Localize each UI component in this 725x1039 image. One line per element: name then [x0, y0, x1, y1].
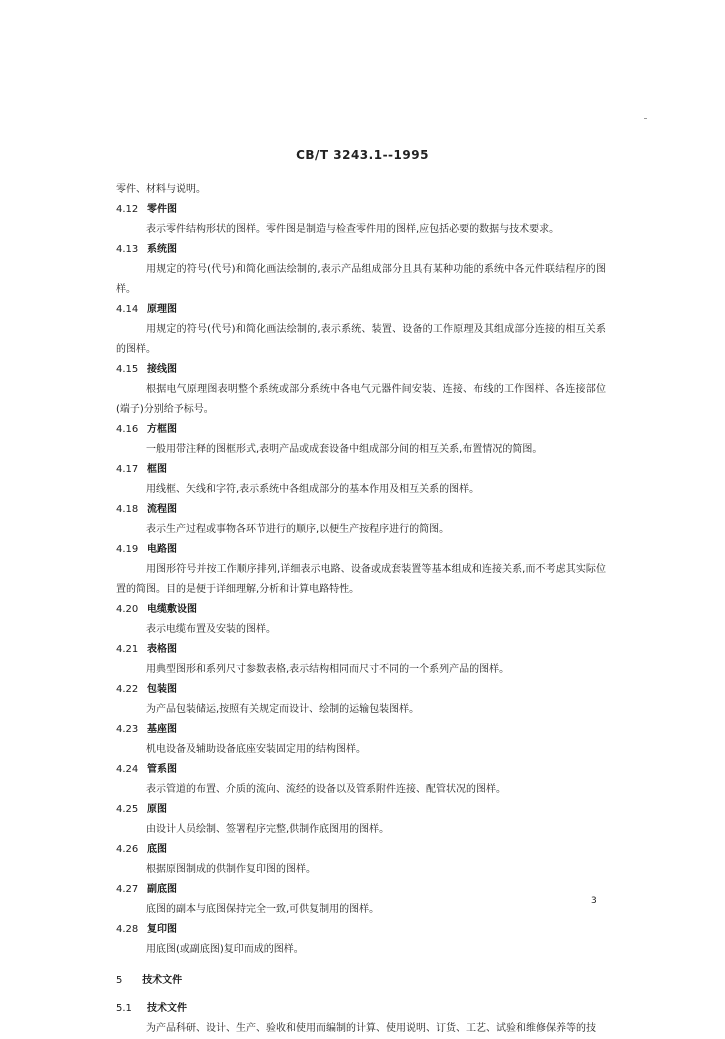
clause-heading — [116, 540, 606, 560]
clause-number: 4.18 — [116, 504, 139, 515]
clause-number: 4.22 — [116, 684, 139, 695]
clause-body: 根据电气原理图表明整个系统或部分系统中各电气元器件间安装、连接、布线的工作图样、各连接部位(端子)分别给予标号。 — [116, 384, 606, 415]
clause-title: 方框图 — [147, 424, 177, 435]
clause-body: 用规定的符号(代号)和简化画法绘制的,表示系统、装置、设备的工作原理及其组成部分连接的相互关系的图样。 — [116, 324, 606, 355]
clause-title: 复印图 — [147, 924, 177, 935]
clause-body: 底图的副本与底图保持完全一致,可供复制用的图样。 — [146, 904, 380, 915]
clause-number: 4.28 — [116, 924, 139, 935]
clause-heading — [116, 240, 606, 260]
clause-number: 4.15 — [116, 364, 139, 375]
clause-title: 表格图 — [147, 644, 177, 655]
clause-heading — [116, 500, 606, 520]
intro-line: 零件、材料与说明。 — [116, 184, 206, 195]
clause-heading — [116, 760, 606, 780]
clause-body: 由设计人员绘制、签署程序完整,供制作底图用的图样。 — [146, 824, 390, 835]
clause-heading — [116, 200, 606, 220]
scan-speck — [644, 118, 647, 119]
clause-body: 为产品包装储运,按照有关规定而设计、绘制的运输包装图样。 — [146, 704, 420, 715]
clause-body: 表示电缆布置及安装的图样。 — [146, 624, 276, 635]
clause-heading — [116, 920, 606, 940]
clause-body: 根据原图制成的供制作复印图的图样。 — [146, 864, 316, 875]
clause-body: 表示管道的布置、介质的流向、流经的设备以及管系附件连接、配管状况的图样。 — [146, 784, 506, 795]
subclause-body: 为产品科研、设计、生产、验收和使用而编制的计算、使用说明、订货、工艺、试验和维修保养等的技 — [146, 1023, 596, 1034]
clause-title: 电缆敷设图 — [147, 604, 197, 615]
clause-number: 4.23 — [116, 724, 139, 735]
clause-heading — [116, 880, 606, 900]
clause-title: 框图 — [147, 464, 167, 475]
section-number: 5 — [116, 975, 123, 986]
clause-body: 用典型图形和系列尺寸参数表格,表示结构相同而尺寸不同的一个系列产品的图样。 — [146, 664, 510, 675]
clause-body: 用线框、矢线和字符,表示系统中各组成部分的基本作用及相互关系的图样。 — [146, 484, 480, 495]
section-title: 技术文件 — [142, 975, 183, 986]
clause-title: 零件图 — [147, 204, 177, 215]
clause-number: 4.12 — [116, 204, 139, 215]
clause-number: 4.19 — [116, 544, 139, 555]
clause-title: 基座图 — [147, 724, 177, 735]
clause-heading — [116, 680, 606, 700]
clause-title: 管系图 — [147, 764, 177, 775]
clause-body: 用规定的符号(代号)和简化画法绘制的,表示产品组成部分且具有某种功能的系统中各元件联结程序的图样。 — [116, 264, 606, 295]
subclause-heading — [116, 999, 606, 1019]
clause-body: 一般用带注释的图框形式,表明产品或成套设备中组成部分间的相互关系,布置情况的简图。 — [146, 444, 543, 455]
standard-header: CB/T 3243.1--1995 — [296, 148, 429, 162]
clause-body: 用底图(或副底图)复印而成的图样。 — [146, 944, 304, 955]
clause-title: 底图 — [147, 844, 167, 855]
clause-number: 4.21 — [116, 644, 139, 655]
section-heading — [116, 971, 606, 991]
clause-number: 4.24 — [116, 764, 139, 775]
clause-body: 机电设备及辅助设备底座安装固定用的结构图样。 — [146, 744, 366, 755]
clause-heading — [116, 460, 606, 480]
subclause-number: 5.1 — [116, 1003, 132, 1014]
clause-heading — [116, 720, 606, 740]
clause-number: 4.13 — [116, 244, 139, 255]
document-body — [116, 180, 606, 1039]
clause-number: 4.27 — [116, 884, 139, 895]
clause-title: 电路图 — [147, 544, 177, 555]
clause-title: 副底图 — [147, 884, 177, 895]
clause-body: 表示生产过程或事物各环节进行的顺序,以便生产按程序进行的简图。 — [146, 524, 450, 535]
clause-number: 4.17 — [116, 464, 139, 475]
clause-heading — [116, 360, 606, 380]
subclause-title: 技术文件 — [147, 1003, 187, 1014]
clause-title: 原理图 — [147, 304, 177, 315]
clause-title: 包装图 — [147, 684, 177, 695]
clause-body: 表示零件结构形状的图样。零件图是制造与检查零件用的图样,应包括必要的数据与技术要求。 — [146, 224, 560, 235]
clause-title: 流程图 — [147, 504, 177, 515]
clause-title: 接线图 — [147, 364, 177, 375]
clause-title: 原图 — [147, 804, 167, 815]
clause-number: 4.25 — [116, 804, 139, 815]
clause-body: 用图形符号并按工作顺序排列,详细表示电路、设备或成套装置等基本组成和连接关系,而不考虑其实际位置的简图。目的是便于详细理解,分析和计算电路特性。 — [116, 564, 606, 595]
clause-heading — [116, 420, 606, 440]
clause-title: 系统图 — [147, 244, 177, 255]
clause-heading — [116, 600, 606, 620]
clause-heading — [116, 640, 606, 660]
clause-number: 4.14 — [116, 304, 139, 315]
clause-number: 4.16 — [116, 424, 139, 435]
clause-heading — [116, 800, 606, 820]
clause-number: 4.20 — [116, 604, 139, 615]
clause-heading — [116, 840, 606, 860]
clause-number: 4.26 — [116, 844, 139, 855]
clause-heading — [116, 300, 606, 320]
page-number: 3 — [591, 896, 597, 906]
